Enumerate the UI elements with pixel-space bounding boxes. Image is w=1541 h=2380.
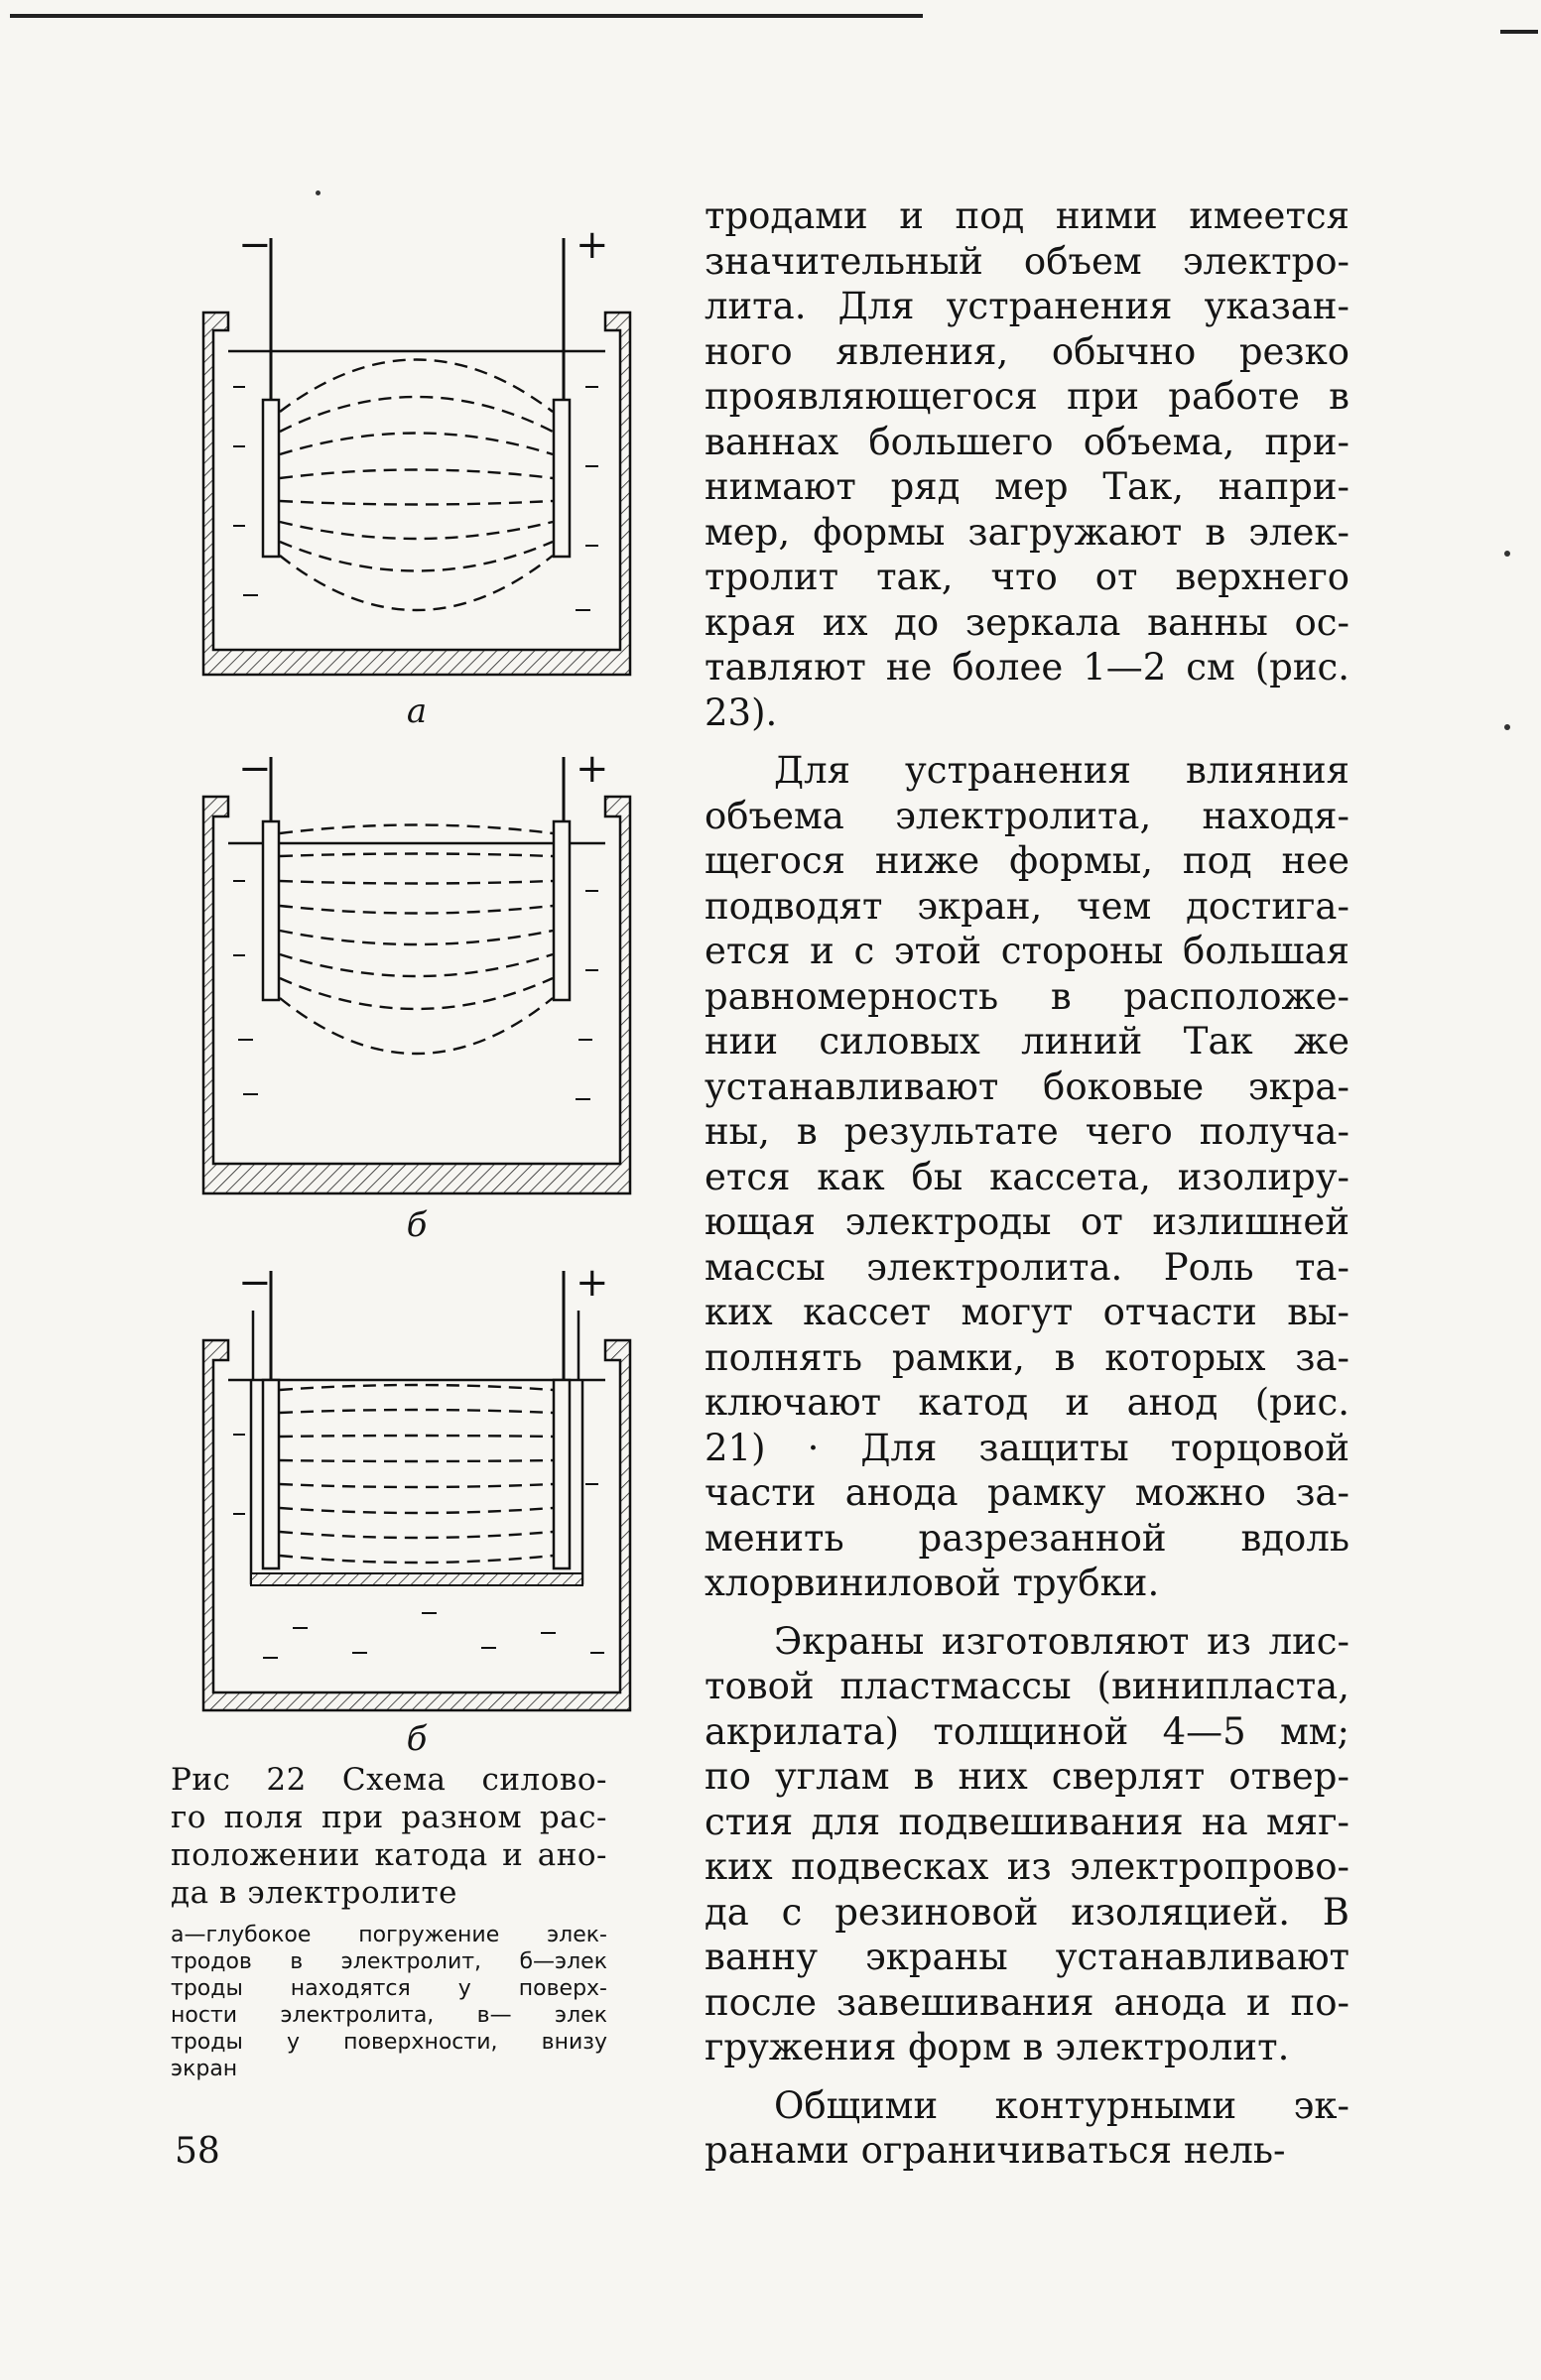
text-line: 23). (705, 690, 778, 734)
text-line: щегося ниже формы, под нее (705, 839, 1349, 882)
text-line: нии силовых линий Так же (705, 1020, 1349, 1063)
text-line: тавляют не более 1—2 см (рис. (705, 646, 1349, 689)
speck (1504, 551, 1510, 557)
anode-plate (554, 1380, 570, 1568)
text-line: ется и с этой стороны большая (705, 930, 1349, 972)
caption-note-line: троды у поверхности, внизу (171, 2030, 607, 2055)
caption-note-line: троды находятся у поверх- (171, 1976, 607, 2001)
page-number: 58 (175, 2131, 220, 2172)
text-line: объема электролита, находя- (705, 794, 1349, 837)
text-line: Для устранения влияния (774, 749, 1349, 792)
text-line: ны, в результате чего получа- (705, 1110, 1349, 1153)
caption-note-line: экран (171, 2057, 238, 2081)
minus-sign: − (238, 222, 272, 268)
text-line: гружения форм в электролит. (705, 2026, 1290, 2068)
text-line: акрилата) толщиной 4—5 мм; (705, 1709, 1349, 1753)
paragraph-gap (705, 2070, 1349, 2083)
text-line: ких кассет могут отчасти вы- (705, 1291, 1349, 1333)
electrolyte-dashes (233, 1435, 604, 1658)
text-line: нимают ряд мер Так, напри- (705, 465, 1349, 508)
body-text-column (705, 193, 1349, 2174)
paragraph (705, 2083, 1349, 2174)
anode-plate (554, 821, 570, 1000)
bottom-screen (251, 1573, 582, 1585)
text-line: подводят экран, чем достига- (705, 884, 1349, 928)
paragraph (705, 1619, 1349, 2070)
text-line: 21) · Для защиты торцовой (705, 1426, 1349, 1469)
text-line: ких подвесках из электропрово- (705, 1845, 1349, 1888)
top-rule (10, 14, 923, 18)
panel-label-b: б (406, 1205, 428, 1245)
text-line: ется как бы кассета, изолиру- (705, 1155, 1349, 1198)
text-line: хлорвиниловой трубки. (705, 1562, 1160, 1604)
caption-notes (171, 1922, 607, 2082)
panel-c (184, 1256, 650, 1759)
field-lines (280, 1385, 553, 1563)
text-line: значительный объем электро- (705, 239, 1349, 283)
text-line: товой пластмассы (винипласта, (705, 1665, 1349, 1707)
electrolyte-dashes (233, 387, 598, 610)
cathode-plate (263, 1380, 279, 1568)
panel-label-c: б (406, 1719, 428, 1759)
speck (316, 190, 321, 195)
diagram-deep-immersion (184, 218, 650, 685)
speck (1504, 724, 1510, 730)
text-line: массы электролита. Роль та- (705, 1245, 1349, 1289)
anode-plate (554, 400, 570, 557)
caption-note-line: а—глубокое погружение элек- (171, 1923, 607, 1947)
text-line: части анода рамку можно за- (705, 1471, 1349, 1514)
figure-22 (184, 218, 650, 1770)
text-line: ванну экраны устанавливают (705, 1936, 1349, 1978)
plus-sign: + (576, 222, 609, 268)
text-line: мер, формы загружают в элек- (705, 510, 1349, 554)
field-lines (280, 360, 553, 611)
text-line: Общими контурными эк- (774, 2083, 1349, 2127)
field-lines (280, 825, 553, 1055)
cathode-plate (263, 821, 279, 1000)
diagram-with-screen (184, 1256, 650, 1712)
plus-sign: + (576, 1260, 609, 1306)
text-line: полнять рамки, в которых за- (705, 1335, 1349, 1379)
text-line: да с резиновой изоляцией. В (705, 1890, 1349, 1934)
caption-note-line: тродов в электролит, б—элек (171, 1949, 607, 1974)
panel-label-a: а (406, 691, 428, 731)
text-line: стия для подвешивания на мяг- (705, 1800, 1349, 1843)
paragraph-gap (705, 735, 1349, 748)
caption-line: го поля при разном рас- (171, 1800, 607, 1835)
figure-caption (171, 1761, 607, 2082)
text-line: края их до зеркала ванны ос- (705, 600, 1349, 644)
text-line: тродами и под ними имеется (705, 194, 1349, 237)
text-line: ключают катод и анод (рис. (705, 1381, 1349, 1424)
paragraph (705, 748, 1349, 1606)
text-line: устанавливают боковые экра- (705, 1065, 1349, 1108)
text-line: менить разрезанной вдоль (705, 1516, 1349, 1560)
panel-b (184, 742, 650, 1245)
plus-sign: + (576, 746, 609, 792)
text-line: лита. Для устранения указан- (705, 285, 1349, 327)
edge-mark (1500, 30, 1538, 34)
caption-line: да в электролите (171, 1875, 458, 1911)
caption-line: Рис 22 Схема силово- (171, 1762, 607, 1798)
text-line: Экраны изготовляют из лис- (774, 1619, 1349, 1663)
minus-sign: − (238, 1260, 272, 1306)
text-line: тролит так, что от верхнего (705, 556, 1349, 598)
paragraph-gap (705, 1606, 1349, 1619)
text-line: ваннах большего объема, при- (705, 420, 1349, 463)
text-line: ного явления, обычно резко (705, 329, 1349, 373)
text-line: равномерность в расположе- (705, 974, 1349, 1018)
caption-line: положении катода и ано- (171, 1837, 607, 1873)
text-line: по углам в них сверлят отвер- (705, 1755, 1349, 1798)
caption-note-line: ности электролита, в— элек (171, 2003, 607, 2028)
panel-a (184, 218, 650, 731)
text-line: после завешивания анода и по- (705, 1980, 1349, 2024)
text-line: проявляющегося при работе в (705, 375, 1349, 418)
text-line: ющая электроды от излишней (705, 1200, 1349, 1243)
paragraph (705, 193, 1349, 735)
text-line: ранами ограничиваться нель- (705, 2129, 1286, 2172)
minus-sign: − (238, 746, 272, 792)
cathode-plate (263, 400, 279, 557)
diagram-near-surface (184, 742, 650, 1198)
